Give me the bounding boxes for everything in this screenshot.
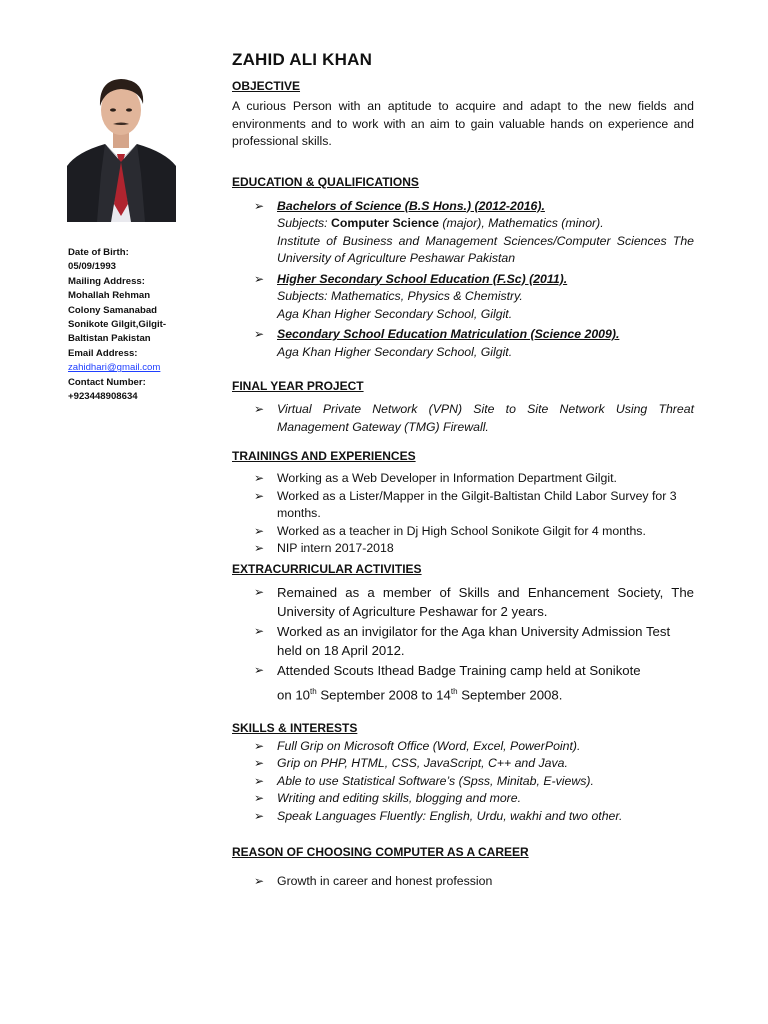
skill-item <box>232 790 694 808</box>
contact-sidebar <box>68 246 188 404</box>
extracurricular-item <box>232 622 694 660</box>
mailing-label: Mailing Address: <box>68 275 145 287</box>
mailing-line: Sonikote Gilgit,Gilgit- <box>68 319 167 331</box>
scouts-sup-2: th <box>450 686 458 696</box>
bullet-arrow-icon: ➢ <box>254 808 265 823</box>
education-subjects: Subjects: Mathematics, Physics & Chemistry. <box>277 289 523 303</box>
training-text: Working as a Web Developer in Information Department Gilgit. <box>277 471 617 485</box>
skill-text: Full Grip on Microsoft Office (Word, Excel, PowerPoint). <box>277 738 581 753</box>
scouts-line: Attended Scouts Ithead Badge Training camp held at Sonikote <box>277 662 641 678</box>
mailing-line: Mohallah Rehman <box>68 290 151 302</box>
bullet-arrow-icon: ➢ <box>254 327 265 341</box>
bullet-arrow-icon: ➢ <box>254 523 265 538</box>
scouts-sup-1: th <box>310 686 317 696</box>
resume-main <box>232 48 694 891</box>
bullet-arrow-icon: ➢ <box>254 471 265 485</box>
bullet-arrow-icon: ➢ <box>254 756 265 771</box>
bullet-arrow-icon: ➢ <box>254 488 265 503</box>
training-item <box>232 488 694 523</box>
subjects-prefix: Subjects: <box>277 216 331 230</box>
scouts-end: September 2008. <box>457 686 563 702</box>
trainings-heading: TRAININGS AND EXPERIENCES <box>232 449 416 463</box>
project-list <box>232 401 694 436</box>
reason-text: Growth in career and honest profession <box>277 874 493 889</box>
education-title: Higher Secondary School Education (F.Sc) (2011). <box>277 271 568 286</box>
extracurricular-text: Remained as a member of Skills and Enhancement Society, The University of Agriculture Peshawar for 2 years. <box>277 584 694 619</box>
training-item <box>232 523 694 541</box>
skills-list <box>232 738 694 826</box>
reason-list <box>232 873 694 891</box>
extracurricular-text: Worked as an invigilator for the Aga khan University Admission Test held on 18 April 2012. <box>277 623 671 658</box>
scouts-mid: September 2008 to 14 <box>316 686 451 702</box>
contact-value: +923448908634 <box>68 391 138 403</box>
skill-text: Grip on PHP, HTML, CSS, JavaScript, C++ and Java. <box>277 756 568 771</box>
extracurricular-heading: EXTRACURRICULAR ACTIVITIES <box>232 561 422 576</box>
skill-text: Writing and editing skills, blogging and more. <box>277 791 522 806</box>
profile-photo <box>67 74 176 222</box>
skill-text: Able to use Statistical Software’s (Spss, Minitab, E-views). <box>277 773 594 788</box>
extracurricular-item <box>232 583 694 621</box>
education-item <box>232 326 694 361</box>
education-list <box>232 198 694 362</box>
skill-item <box>232 808 694 826</box>
trainings-list <box>232 470 694 558</box>
education-institute: Aga Khan Higher Secondary School, Gilgit. <box>277 344 513 359</box>
project-item <box>232 401 694 436</box>
dob-value: 05/09/1993 <box>68 261 117 273</box>
education-institute: Institute of Business and Management Sciences/Computer Sciences The University of Agriculture Peshawar Pakistan <box>277 233 694 265</box>
extracurricular-list <box>232 583 694 704</box>
contact-label: Contact Number: <box>68 376 146 388</box>
training-text: Worked as a teacher in Dj High School Sonikote Gilgit for 4 months. <box>277 523 646 538</box>
dob-label: Date of Birth: <box>68 247 129 258</box>
bullet-arrow-icon: ➢ <box>254 773 265 788</box>
mailing-line: Baltistan Pakistan <box>68 333 151 345</box>
project-text: Virtual Private Network (VPN) Site to Site Network Using Threat Management Gateway (TMG) Firewall. <box>277 402 694 434</box>
training-text: NIP intern 2017-2018 <box>277 541 394 555</box>
objective-heading: OBJECTIVE <box>232 79 301 93</box>
training-text: Worked as a Lister/Mapper in the Gilgit-Baltistan Child Labor Survey for 3 months. <box>277 488 677 520</box>
bullet-arrow-icon: ➢ <box>254 623 265 638</box>
candidate-name: ZAHID ALI KHAN <box>232 50 373 69</box>
extracurricular-item <box>232 661 694 704</box>
bullet-arrow-icon: ➢ <box>254 271 265 286</box>
skill-item <box>232 755 694 773</box>
skill-item <box>232 738 694 756</box>
education-title: Secondary School Education Matriculation (Science 2009). <box>277 327 620 341</box>
email-link[interactable]: zahidhari@gmail.com <box>68 362 161 374</box>
education-title: Bachelors of Science (B.S Hons.) (2012-2016). <box>277 198 545 213</box>
subjects-rest: (major), Mathematics (minor). <box>438 216 604 230</box>
education-item <box>232 198 694 268</box>
profile-photo-illustration <box>67 74 176 222</box>
bullet-arrow-icon: ➢ <box>254 402 265 416</box>
education-heading: EDUCATION & QUALIFICATIONS <box>232 174 419 189</box>
education-item <box>232 271 694 324</box>
education-institute: Aga Khan Higher Secondary School, Gilgit. <box>277 306 513 321</box>
project-heading: FINAL YEAR PROJECT <box>232 379 364 393</box>
skill-text: Speak Languages Fluently: English, Urdu, wakhi and two other. <box>277 808 623 823</box>
objective-text: A curious Person with an aptitude to acquire and adapt to the new fields and environments and to work with an aim to gain valuable hands on experience and professional skills. <box>232 99 694 148</box>
bullet-arrow-icon: ➢ <box>254 198 265 213</box>
skill-item <box>232 773 694 791</box>
email-label: Email Address: <box>68 347 138 359</box>
bullet-arrow-icon: ➢ <box>254 738 265 753</box>
bullet-arrow-icon: ➢ <box>254 874 265 889</box>
scouts-on: on 10 <box>277 686 311 702</box>
education-subjects <box>277 215 694 233</box>
bullet-arrow-icon: ➢ <box>254 791 265 806</box>
subjects-major: Computer Science <box>331 216 439 230</box>
skills-heading: SKILLS & INTERESTS <box>232 720 358 735</box>
bullet-arrow-icon: ➢ <box>254 541 265 555</box>
scouts-dates <box>277 682 694 704</box>
bullet-arrow-icon: ➢ <box>254 662 265 677</box>
bullet-arrow-icon: ➢ <box>254 584 265 599</box>
reason-item <box>232 873 694 891</box>
reason-heading: REASON OF CHOOSING COMPUTER AS A CAREER <box>232 845 529 860</box>
training-item <box>232 470 694 488</box>
training-item <box>232 540 694 558</box>
mailing-line: Colony Samanabad <box>68 304 158 316</box>
